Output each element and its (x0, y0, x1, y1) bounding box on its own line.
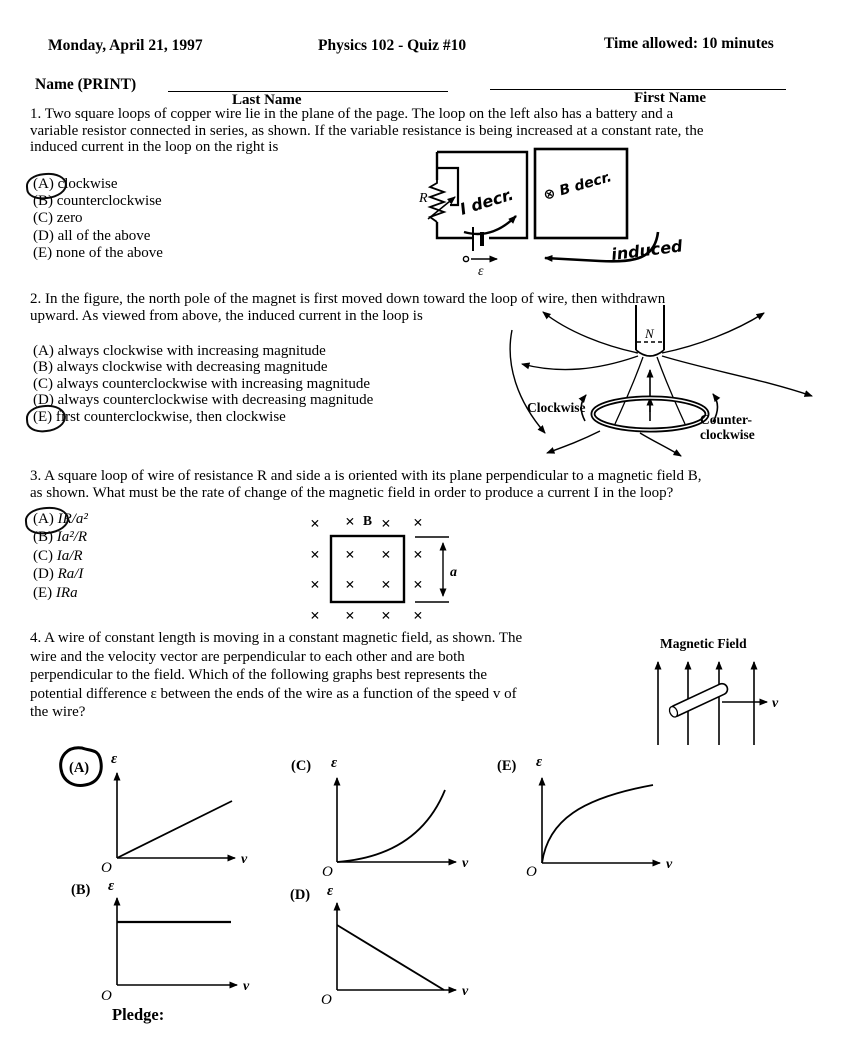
field-line-upper-right (662, 313, 764, 353)
q4-line-3: perpendicular to the field. Which of the following graphs best represents the (30, 667, 488, 684)
graph-b-label: (B) (71, 882, 91, 898)
cross-icon: × (345, 606, 355, 625)
cross-icon: × (345, 575, 355, 594)
q1-option-a-text: clockwise (57, 176, 118, 192)
q1-option-b-label: (B) (33, 193, 53, 210)
q2-option-d (33, 392, 373, 408)
loop-notch-wire (437, 168, 458, 205)
q4-wire-figure (640, 633, 845, 748)
q3-field-figure (298, 506, 463, 632)
cross-icon: × (413, 513, 423, 532)
q1-option-a-label: (A) (33, 176, 54, 192)
q1-circuit-figure (415, 140, 735, 280)
q2-option-e-text: first counterclockwise, then clockwise (55, 408, 286, 425)
name-print-label: Name (PRINT) (35, 76, 137, 93)
graph-a (55, 745, 255, 880)
graph-d-curve (337, 925, 444, 990)
q2-option-a (33, 343, 373, 359)
cross-icon: × (310, 545, 320, 564)
q2-magnet-figure (495, 303, 850, 455)
cross-icon: × (345, 545, 355, 564)
graph-c-curve (337, 790, 445, 862)
question-4-text (30, 629, 522, 722)
q1-option-d (33, 228, 163, 245)
cross-icon: × (381, 545, 391, 564)
cross-icon: × (310, 514, 320, 533)
header-time-allowed: Time allowed: 10 minutes (604, 35, 774, 52)
cross-icon: × (345, 512, 355, 531)
q3-option-e (33, 584, 88, 602)
field-line-through-loop-left (615, 357, 643, 424)
square-loop-outline (331, 536, 404, 602)
cross-icon: × (310, 606, 320, 625)
handwriting-induced: induced (610, 236, 684, 264)
q3-option-b (33, 528, 88, 546)
resistor-label: R (419, 191, 428, 206)
magnetic-field-label: Magnetic Field (660, 636, 747, 651)
q1-option-a (33, 176, 163, 193)
q1-option-b-text: counterclockwise (56, 193, 162, 210)
graph-b-xaxis-label: v (243, 979, 250, 994)
graph-c (283, 750, 478, 880)
graph-a-label: (A) (69, 760, 90, 776)
cross-icon: × (413, 545, 423, 564)
cross-grid (310, 512, 423, 625)
first-name-caption: First Name (634, 90, 707, 106)
north-pole-label: N (645, 326, 654, 341)
emf-label: ε (478, 264, 484, 279)
q1-line-1: 1. Two square loops of copper wire lie in the plane of the page. The loop on the left also has a battery and a (30, 106, 674, 122)
q3-option-e-text: IRa (55, 584, 78, 601)
q2-option-d-label: (D) (33, 392, 54, 409)
q2-option-c (33, 376, 373, 392)
handwriting-current-decreasing: I decr. (457, 184, 516, 219)
q2-option-b-text: always clockwise with decreasing magnitude (56, 359, 328, 376)
q3-option-e-label: (E) (33, 584, 53, 601)
q2-option-c-label: (C) (33, 375, 53, 392)
q1-option-e (33, 245, 163, 262)
wire-rod (668, 682, 729, 718)
graph-d-origin-label: O (321, 992, 332, 1008)
field-line-mid-right (662, 356, 812, 396)
q1-option-d-label: (D) (33, 227, 54, 244)
q3-option-d-label: (D) (33, 566, 54, 583)
q3-option-a-text: IR/a² (57, 511, 88, 527)
q3-option-c-text: Ia/R (56, 547, 83, 564)
last-name-caption: Last Name (232, 92, 302, 108)
header-date: Monday, April 21, 1997 (48, 37, 203, 54)
q2-option-c-text: always counterclockwise with increasing magnitude (56, 375, 370, 392)
cross-icon: × (310, 575, 320, 594)
q3-option-d-text: Ra/I (57, 566, 84, 583)
cross-icon: × (413, 575, 423, 594)
q3-option-b-text: Ia²/R (56, 529, 88, 546)
graph-e (490, 750, 685, 880)
graph-e-curve (542, 785, 653, 863)
clockwise-label: Clockwise (527, 400, 586, 415)
header-course-title: Physics 102 - Quiz #10 (318, 37, 467, 54)
graph-e-label: (E) (497, 758, 517, 774)
q4-line-4: potential difference ε between the ends of the wire as a function of the speed v of (30, 685, 517, 702)
pledge-label: Pledge: (112, 1005, 165, 1024)
question-3-text (30, 468, 701, 501)
graph-a-origin-label: O (101, 860, 112, 876)
graph-e-origin-label: O (526, 864, 537, 880)
field-line-mid-left (522, 356, 638, 370)
cross-icon: × (381, 514, 391, 533)
q2-option-a-text: always clockwise with increasing magnitude (57, 343, 326, 359)
q2-option-b (33, 359, 373, 375)
handwriting-arrow-current (464, 216, 516, 234)
q3-option-d (33, 565, 88, 583)
q2-option-b-label: (B) (33, 359, 53, 376)
graph-a-yaxis-label: ε (111, 751, 118, 767)
q2-option-e (33, 409, 373, 425)
q4-line-1: 4. A wire of constant length is moving in a constant magnetic field, as shown. The (30, 630, 523, 646)
velocity-label: v (772, 696, 779, 711)
counterclockwise-label-1: Counter- (700, 412, 752, 427)
q3-option-b-label: (B) (33, 529, 53, 546)
q4-line-2: wire and the velocity vector are perpendicular to each other and are both (30, 648, 465, 665)
cross-icon: × (381, 575, 391, 594)
graph-e-xaxis-label: v (666, 857, 673, 872)
question-3-options (33, 510, 88, 602)
q1-option-c-text: zero (56, 210, 83, 227)
handwriting-flux-decreasing: ⊗ B decr. (541, 169, 614, 204)
side-length-label: a (450, 565, 457, 580)
q3-option-c (33, 547, 88, 565)
graph-c-xaxis-label: v (462, 856, 469, 871)
q1-line-2: variable resistor connected in series, as shown. If the variable resistance is being increased at a constant rate, the (30, 122, 704, 139)
graph-d (283, 880, 478, 1008)
q2-option-d-text: always counterclockwise with decreasing magnitude (57, 392, 374, 409)
q3-line-2: as shown. What must be the rate of change of the magnetic field in order to produce a current I in the loop? (30, 484, 674, 501)
cross-icon: × (381, 606, 391, 625)
field-line-far-left (510, 330, 545, 433)
q3-option-a (33, 510, 88, 528)
q3-line-1: 3. A square loop of wire of resistance R and side a is oriented with its plane perpendicular to a magnetic field B, (30, 468, 702, 484)
graph-a-xaxis-label: v (241, 852, 248, 867)
graph-d-xaxis-label: v (462, 984, 469, 999)
field-line-lower-right (640, 433, 681, 456)
emf-terminal (463, 256, 468, 261)
question-1-options (33, 176, 163, 262)
last-name-field[interactable] (168, 90, 448, 92)
q2-line-1: 2. In the figure, the north pole of the magnet is first moved down toward the loop of wire, then withdrawn (30, 291, 666, 307)
q1-option-c (33, 210, 163, 227)
q1-option-e-label: (E) (33, 244, 53, 261)
graph-c-label: (C) (291, 758, 312, 774)
q1-option-c-label: (C) (33, 210, 53, 227)
q1-option-d-text: all of the above (57, 227, 151, 244)
q3-option-c-label: (C) (33, 547, 53, 564)
counterclockwise-label-2: clockwise (700, 427, 755, 442)
question-2-options (33, 343, 373, 425)
q2-option-a-label: (A) (33, 343, 54, 359)
field-b-label: B (363, 513, 373, 528)
q3-option-a-label: (A) (33, 511, 54, 527)
q1-option-e-text: none of the above (55, 244, 163, 261)
field-line-upper-left (543, 312, 638, 353)
graph-c-origin-label: O (322, 864, 333, 880)
magnet-pole-cap (636, 350, 664, 356)
q2-line-2: upward. As viewed from above, the induced current in the loop is (30, 307, 423, 324)
field-line-through-loop-right (657, 357, 685, 424)
graph-b-origin-label: O (101, 988, 112, 1004)
graph-a-curve (117, 801, 232, 858)
q2-option-e-label: (E) (33, 408, 53, 425)
q4-line-5: the wire? (30, 704, 86, 721)
graph-b-yaxis-label: ε (108, 878, 115, 894)
graph-d-label: (D) (290, 887, 311, 903)
field-line-lower-left (547, 431, 600, 453)
graph-e-yaxis-label: ε (536, 754, 543, 770)
graph-b (55, 876, 255, 1006)
graph-c-yaxis-label: ε (331, 755, 338, 771)
q1-line-3: induced current in the loop on the right is (30, 139, 279, 156)
cross-icon: × (413, 606, 423, 625)
q1-option-b (33, 193, 163, 210)
graph-d-yaxis-label: ε (327, 883, 334, 899)
